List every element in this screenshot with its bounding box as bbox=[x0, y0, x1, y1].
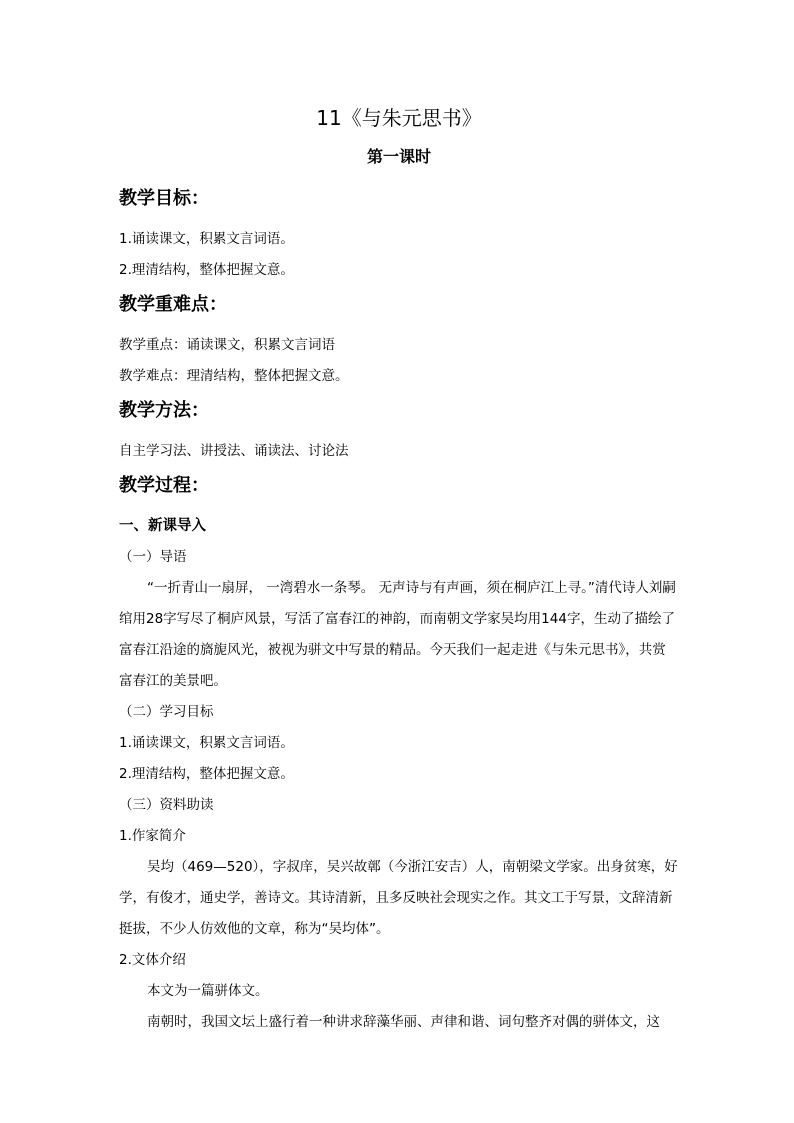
heading-teaching-goals: 教学目标： bbox=[119, 188, 209, 209]
heading-teaching-process: 教学过程： bbox=[119, 475, 209, 496]
learning-goal-item: 1.诵读课文，积累文言词语。 bbox=[119, 735, 294, 751]
methods-text: 自主学习法、讲授法、诵读法、讨论法 bbox=[119, 443, 349, 459]
part-heading: 一、新课导入 bbox=[119, 518, 206, 534]
lesson-period: 第一课时 bbox=[366, 147, 431, 166]
subsection-heading: （二）学习目标 bbox=[119, 704, 214, 720]
genre-paragraph: 本文为一篇骈体文。 bbox=[147, 983, 269, 999]
document-body bbox=[119, 104, 679, 1038]
goal-item: 2.理清结构，整体把握文意。 bbox=[119, 262, 294, 278]
intro-paragraph: “一折青山一扇屏， 一湾碧水一条琴。 无声诗与有声画，须在桐庐江上寻。”清代诗人刘嗣绾用28字写尽了桐庐风景，写活了富春江的神韵，而南朝文学家吴均用144字，生动了描绘了富春江沿途的旖旎风光，被视为骈文中写景的精品。今天我们一起走进《与朱元思书》，共赏富春江的美景吧。 bbox=[119, 580, 676, 689]
heading-teaching-methods: 教学方法： bbox=[119, 400, 209, 421]
list-item-heading: 2.文体介绍 bbox=[119, 952, 186, 968]
key-point-item: 教学重点：诵读课文，积累文言词语 bbox=[119, 337, 335, 353]
subsection-heading: （三）资料助读 bbox=[119, 797, 214, 813]
learning-goal-item: 2.理清结构，整体把握文意。 bbox=[119, 766, 294, 782]
subsection-heading: （一）导语 bbox=[119, 549, 187, 565]
author-paragraph: 吴均（469—520），字叔庠，吴兴故鄣（今浙江安吉）人，南朝梁文学家。出身贫寒，好学，有俊才，通史学，善诗文。其诗清新，且多反映社会现实之作。其文工于写景，文辞清新挺拔，不少人仿效他的文章，称为“吴均体”。 bbox=[119, 859, 678, 937]
goal-item: 1.诵读课文，积累文言词语。 bbox=[119, 231, 294, 247]
key-point-item: 教学难点：理清结构，整体把握文意。 bbox=[119, 368, 349, 384]
genre-paragraph: 南朝时，我国文坛上盛行着一种讲求辞藻华丽、声律和谐、词句整齐对偶的骈体文，这 bbox=[147, 1014, 660, 1030]
heading-key-points: 教学重难点： bbox=[119, 294, 227, 315]
document-title: 11《与朱元思书》 bbox=[316, 106, 482, 130]
list-item-heading: 1.作家简介 bbox=[119, 828, 186, 844]
